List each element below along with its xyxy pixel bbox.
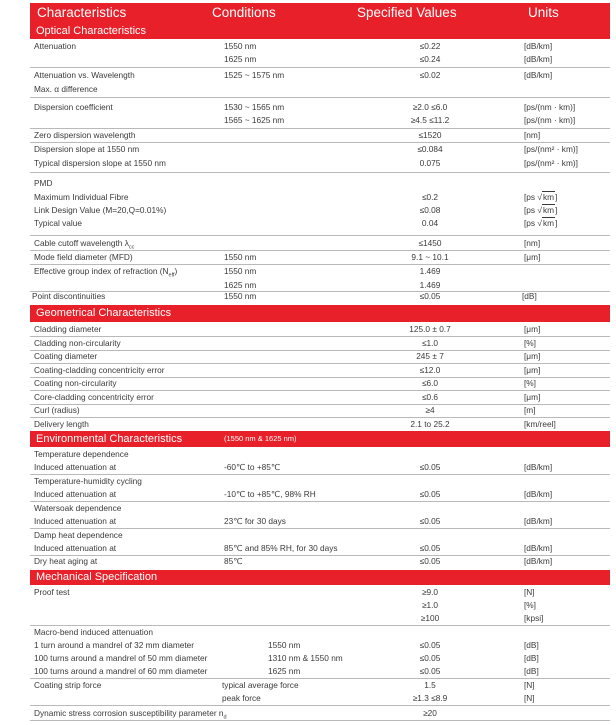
unit: [kpsi] — [524, 613, 544, 623]
unit: [μm] — [524, 351, 541, 361]
row-effective-group-index — [30, 265, 610, 291]
label: 100 turns around a mandrel of 60 mm diameter — [34, 666, 208, 676]
unit: [nm] — [524, 130, 541, 140]
label: Proof test — [34, 587, 70, 597]
value: ≤0.6 — [421, 391, 439, 402]
divider — [30, 172, 610, 173]
value: ≤0.22 — [419, 41, 441, 51]
condition: 1565 ~ 1625 nm — [224, 115, 285, 125]
header-units: Units — [528, 5, 559, 20]
unit: [ps/(nm² · km)] — [524, 144, 578, 154]
value: ≤0.05 — [419, 666, 441, 676]
label: Macro-bend induced attenuation — [34, 627, 154, 637]
unit: [km/reel] — [524, 418, 556, 429]
row-dynamic-stress — [30, 707, 610, 720]
label: Dispersion slope at 1550 nm — [34, 144, 140, 154]
value: 125.0 ± 0.7 — [409, 324, 451, 334]
unit: [dB/km] — [524, 70, 553, 80]
divider — [30, 97, 610, 98]
section-title: Environmental Characteristics — [36, 433, 183, 445]
unit: [N] — [524, 587, 535, 597]
label: Curl (radius) — [34, 405, 80, 415]
value: ≥100 — [420, 613, 440, 623]
label: Cladding non-circularity — [34, 337, 121, 348]
label: 100 turns around a mandrel of 50 mm diameter — [34, 653, 208, 663]
unit: [ps √km] — [524, 205, 558, 215]
row-coating-strip-force — [30, 679, 610, 705]
label: Maximum Individual Fibre — [34, 192, 129, 202]
unit: [dB/km] — [524, 54, 553, 64]
label: Dispersion coefficient — [34, 102, 113, 112]
unit: [m] — [524, 405, 536, 415]
row-dry-heat — [30, 555, 610, 568]
label: Induced attenuation at — [34, 462, 117, 472]
row-pmd — [30, 177, 610, 233]
label: Zero dispersion wavelength — [34, 130, 136, 140]
condition: 1550 nm — [224, 41, 257, 51]
value: ≥20 — [423, 708, 437, 718]
label: 1 turn around a mandrel of 32 mm diameter — [34, 640, 195, 650]
label: Watersoak dependence — [34, 503, 122, 513]
unit: [ps/(nm · km)] — [524, 115, 576, 125]
condition: 23℃ for 30 days — [224, 516, 286, 526]
condition: 1530 ~ 1565 nm — [224, 102, 285, 112]
condition: 85℃ — [224, 556, 243, 566]
row-damp-heat — [30, 529, 610, 555]
table-row — [30, 391, 610, 404]
value: 1.469 — [419, 280, 441, 290]
header-specified-values: Specified Values — [357, 5, 457, 20]
label: Effective group index of refraction $(N_{eff})$ — [34, 266, 178, 279]
condition: 1625 nm — [224, 54, 257, 64]
label: Max. α difference — [34, 84, 98, 94]
section-environmental — [30, 431, 610, 447]
label: Attenuation — [34, 41, 76, 51]
value: ≤0.05 — [419, 653, 441, 663]
unit: [dB/km] — [524, 556, 553, 566]
value: ≤0.05 — [419, 516, 441, 526]
table-header — [30, 3, 610, 23]
label: Typical value — [34, 218, 82, 228]
value: ≥1.0 — [421, 600, 439, 610]
table-row — [30, 350, 610, 363]
label: Cladding diameter — [34, 324, 102, 334]
unit: [dB] — [524, 640, 539, 650]
condition: 1550 nm — [224, 291, 257, 301]
row-proof-test — [30, 586, 610, 626]
unit: [%] — [524, 600, 536, 610]
label: Dry heat aging at — [34, 556, 98, 566]
row-point-discontinuities — [30, 290, 610, 303]
divider — [30, 67, 610, 68]
value: 0.075 — [419, 158, 441, 168]
unit: [N] — [524, 693, 535, 703]
value: 0.04 — [421, 218, 439, 228]
value: 9.1 ~ 10.1 — [411, 252, 449, 262]
unit: [dB/km] — [524, 543, 553, 553]
value: ≥1.3 ≤8.9 — [412, 693, 448, 703]
table-row — [30, 377, 610, 390]
label: Induced attenuation at — [34, 489, 117, 499]
value: ≤0.05 — [419, 543, 441, 553]
label: PMD — [34, 178, 53, 188]
row-attenuation — [30, 40, 610, 66]
unit: [μm] — [524, 252, 541, 262]
header-characteristics: Characteristics — [37, 5, 127, 20]
label: Mode field diameter (MFD) — [34, 252, 133, 262]
condition: 1310 nm & 1550 nm — [268, 653, 343, 663]
label: Coating diameter — [34, 351, 98, 361]
table-row — [30, 323, 610, 336]
value: ≤0.2 — [421, 192, 439, 202]
value: ≤6.0 — [421, 378, 439, 388]
condition: -10℃ to +85℃, 98% RH — [224, 489, 316, 499]
unit: [dB/km] — [524, 489, 553, 499]
condition: 1625 nm — [224, 280, 257, 290]
unit: [μm] — [524, 324, 541, 334]
value: ≥9.0 — [421, 587, 439, 597]
value: ≥4 — [425, 405, 435, 415]
divider — [30, 705, 610, 706]
label: Core-cladding concentricity error — [34, 391, 154, 402]
section-title: Geometrical Characteristics — [36, 307, 172, 319]
row-temperature-dependence — [30, 448, 610, 474]
section-subtitle: (1550 nm & 1625 nm) — [224, 434, 297, 443]
condition: typical average force — [222, 680, 299, 690]
value: 2.1 to 25.2 — [410, 418, 450, 429]
unit: [dB/km] — [524, 462, 553, 472]
unit: [dB/km] — [524, 516, 553, 526]
unit: [ps/(nm · km)] — [524, 102, 576, 112]
value: ≤12.0 — [419, 364, 441, 375]
unit: [dB/km] — [524, 41, 553, 51]
section-geometrical — [30, 305, 610, 322]
unit: [N] — [524, 680, 535, 690]
value: 1.469 — [419, 266, 441, 276]
value: ≤0.24 — [419, 54, 441, 64]
unit: [%] — [524, 337, 536, 348]
section-title: Optical Characteristics — [36, 25, 147, 37]
row-dispersion-slope — [30, 143, 610, 156]
value: ≤0.08 — [419, 205, 441, 215]
value: ≤0.05 — [419, 489, 441, 499]
unit: [μm] — [524, 391, 541, 402]
divider — [30, 720, 610, 721]
condition: 1550 nm — [268, 640, 301, 650]
label: Dynamic stress corrosion susceptibility parameter $n_d$ — [34, 708, 227, 721]
condition: 1525 ~ 1575 nm — [224, 70, 285, 80]
condition: peak force — [222, 693, 261, 703]
label: Coating-cladding concentricity error — [34, 364, 165, 375]
unit: [ps √km] — [524, 192, 558, 202]
value: 245 ± 7 — [416, 351, 444, 361]
value: ≤0.05 — [419, 462, 441, 472]
unit: [ps √km] — [524, 218, 558, 228]
unit: [μm] — [524, 364, 541, 375]
row-mfd — [30, 251, 610, 264]
row-macro-bend — [30, 626, 610, 678]
label: Cable cutoff wavelength $\lambda_{cc}$ — [34, 238, 135, 251]
value: ≤0.05 — [419, 640, 441, 650]
unit: [dB] — [524, 666, 539, 676]
section-mechanical — [30, 570, 610, 585]
label: Typical dispersion slope at 1550 nm — [34, 158, 166, 168]
row-typical-dispersion-slope — [30, 157, 610, 170]
table-row — [30, 337, 610, 350]
condition: 1550 nm — [224, 252, 257, 262]
condition: -60℃ to +85℃ — [224, 462, 281, 472]
label: Point discontinuities — [32, 291, 106, 301]
header-conditions: Conditions — [212, 5, 276, 20]
label: Link Design Value (M=20,Q=0.01%) — [34, 205, 167, 215]
value: ≤1520 — [418, 130, 442, 140]
value: ≤0.05 — [419, 291, 441, 301]
unit: [nm] — [524, 238, 541, 248]
row-dispersion-coefficient — [30, 101, 610, 127]
value: ≤1450 — [418, 238, 442, 248]
table-row — [30, 364, 610, 377]
value: ≤0.084 — [417, 144, 443, 154]
condition: 85℃ and 85% RH, for 30 days — [224, 543, 338, 553]
unit: [ps/(nm² · km)] — [524, 158, 578, 168]
label: Damp heat dependence — [34, 530, 123, 540]
label: Induced attenuation at — [34, 516, 117, 526]
value: ≤0.05 — [419, 556, 441, 566]
value: ≤1.0 — [421, 337, 439, 348]
label: Delivery length — [34, 418, 89, 429]
row-zero-dispersion — [30, 129, 610, 142]
row-cable-cutoff — [30, 237, 610, 250]
condition: 1550 nm — [224, 266, 257, 276]
table-row — [30, 418, 610, 431]
unit: [dB] — [522, 291, 537, 301]
table-row — [30, 404, 610, 417]
label: Temperature dependence — [34, 449, 129, 459]
value: ≥4.5 ≤11.2 — [410, 115, 450, 125]
section-optical — [30, 23, 610, 39]
label: Coating strip force — [34, 680, 102, 690]
unit: [dB] — [524, 653, 539, 663]
row-attenuation-vs-wavelength — [30, 69, 610, 97]
row-watersoak — [30, 502, 610, 528]
value: 1.5 — [424, 680, 436, 690]
label: Induced attenuation at — [34, 543, 117, 553]
label: Temperature-humidity cycling — [34, 476, 142, 486]
value: ≥2.0 ≤6.0 — [412, 102, 448, 112]
condition: 1625 nm — [268, 666, 301, 676]
divider — [30, 235, 610, 236]
unit: [%] — [524, 378, 536, 388]
row-temperature-humidity — [30, 475, 610, 501]
section-title: Mechanical Specification — [36, 571, 158, 583]
label: Coating non-circularity — [34, 378, 117, 388]
value: ≤0.02 — [419, 70, 441, 80]
label: Attenuation vs. Wavelength — [34, 70, 135, 80]
